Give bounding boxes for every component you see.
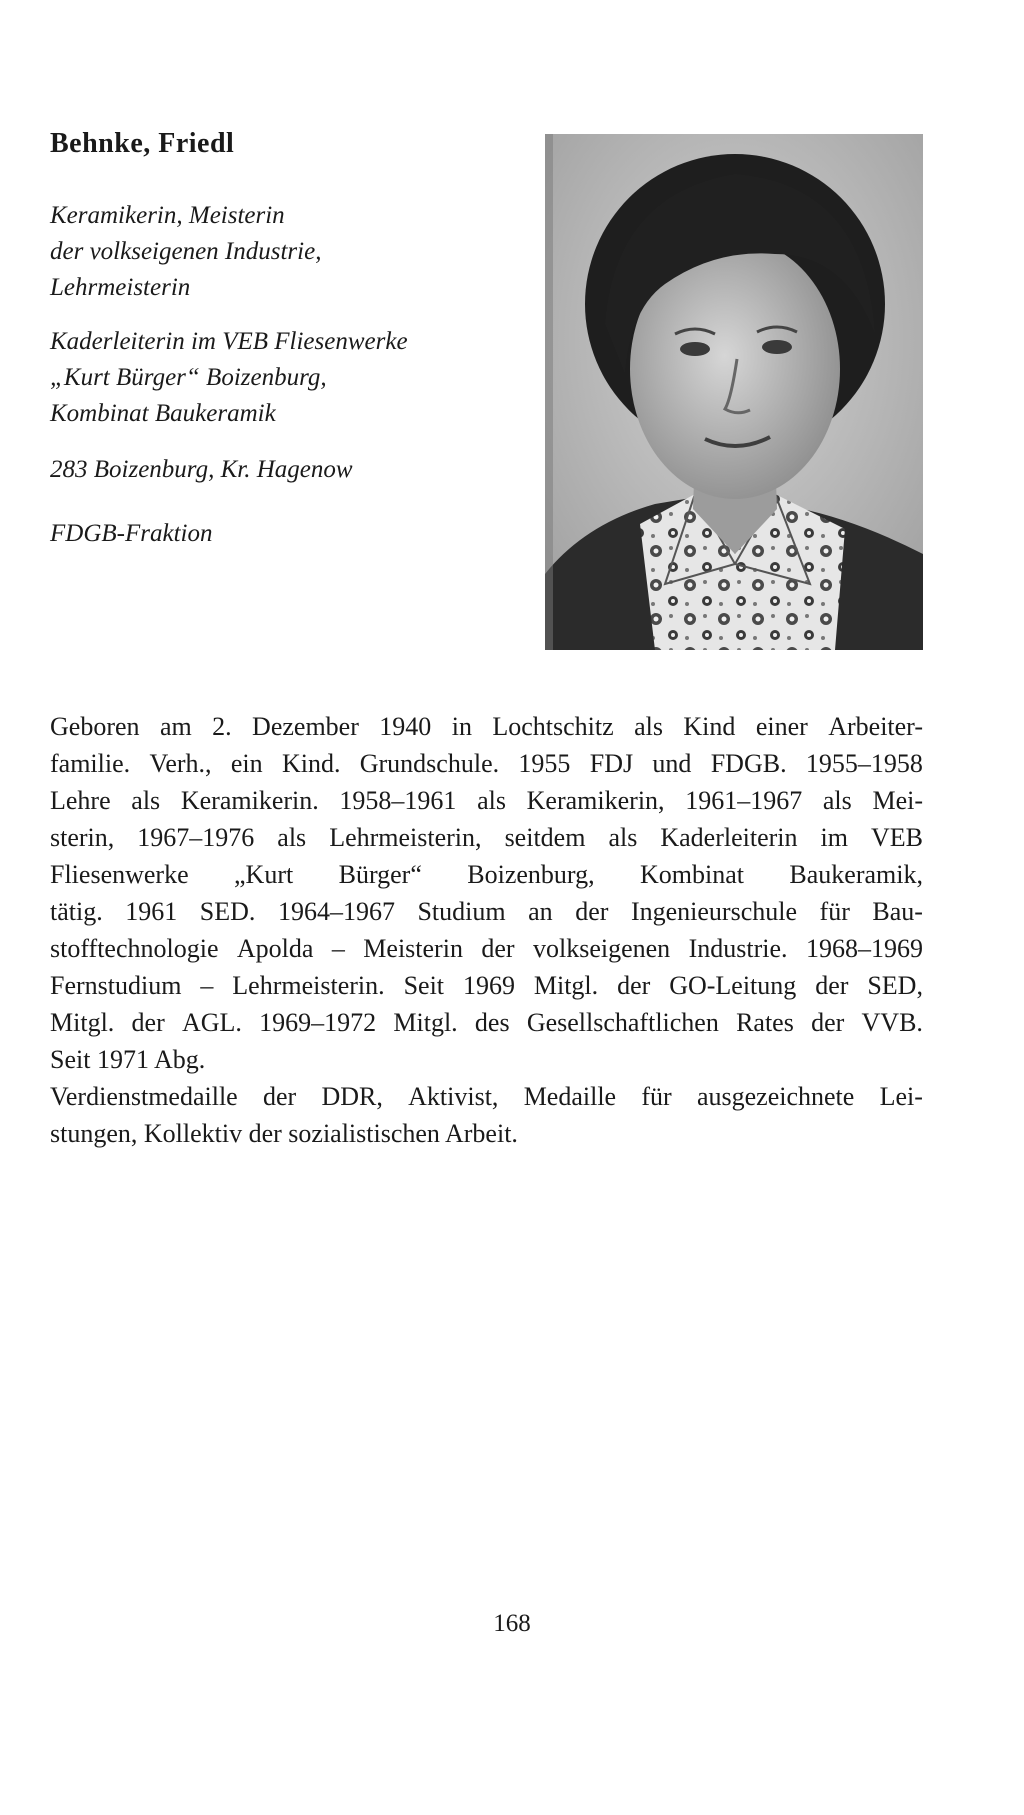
word: 1969–1972 — [259, 1008, 377, 1037]
word: Rates — [736, 1008, 794, 1037]
word: Apolda — [236, 934, 314, 963]
biography-text — [50, 708, 923, 1152]
word: als — [822, 786, 852, 815]
word: Bürger“ — [338, 860, 422, 889]
word: Dezember — [252, 712, 359, 741]
word: Grundschule. — [359, 749, 500, 778]
word: SED, — [867, 971, 923, 1000]
word: – — [331, 934, 345, 963]
word: Kind. — [281, 749, 341, 778]
word: im — [820, 823, 848, 852]
word: 1969 — [462, 971, 515, 1000]
word: Arbeiter- — [828, 712, 923, 741]
word: der — [131, 1008, 165, 1037]
word: familie. — [50, 749, 131, 778]
word: der — [481, 934, 515, 963]
word: Ingenieurschule — [630, 897, 797, 926]
word: Verh., — [149, 749, 212, 778]
word: an — [528, 897, 553, 926]
word: am — [159, 712, 192, 741]
word: 1961–1967 — [685, 786, 803, 815]
word: Mitgl. — [533, 971, 599, 1000]
biography-line: Seit 1971 Abg. — [50, 1045, 206, 1074]
word: „Kurt — [234, 860, 294, 889]
word: Lehrmeisterin, — [329, 823, 482, 852]
word: seitdem — [504, 823, 586, 852]
word: VEB — [871, 823, 923, 852]
workplace-line: Kaderleiterin im VEB Fliesenwerke — [50, 328, 408, 355]
word: Baukeramik, — [789, 860, 923, 889]
word: der — [617, 971, 651, 1000]
word: Mitgl. — [50, 1008, 115, 1037]
word: Medaille — [523, 1082, 617, 1111]
word: der — [811, 1008, 845, 1037]
profession-line: der volkseigenen Industrie, — [50, 238, 322, 265]
word: GO-Leitung — [669, 971, 797, 1000]
word: stofftechnologie — [50, 934, 219, 963]
word: für — [641, 1082, 672, 1111]
word: einer — [755, 712, 808, 741]
biography-line — [50, 745, 923, 782]
word: 1955–1958 — [805, 749, 923, 778]
biography-line — [50, 708, 923, 745]
word: Keramikerin, — [526, 786, 665, 815]
word: Lehre — [50, 786, 111, 815]
biography-line — [50, 893, 923, 930]
word: Mei- — [872, 786, 923, 815]
address-text: 283 Boizenburg, Kr. Hagenow — [50, 456, 353, 483]
word: Lehrmeisterin. — [232, 971, 385, 1000]
page-number: 168 — [493, 1610, 531, 1637]
word: VVB. — [861, 1008, 923, 1037]
word: ein — [230, 749, 263, 778]
word: 1958–1961 — [339, 786, 457, 815]
word: Seit — [403, 971, 445, 1000]
fraction-text: FDGB-Fraktion — [50, 520, 213, 547]
word: des — [474, 1008, 510, 1037]
profession-block — [50, 198, 530, 306]
word: als — [477, 786, 506, 815]
word: 1955 — [518, 749, 571, 778]
biography-line — [50, 856, 923, 893]
word: Kind — [683, 712, 736, 741]
word: Lochtschitz — [492, 712, 614, 741]
word: Fernstudium — [50, 971, 182, 1000]
honors-line: stungen, Kollektiv der sozialistischen Arbeit. — [50, 1119, 518, 1148]
word: 1961 — [125, 897, 178, 926]
word: der — [262, 1082, 297, 1111]
word: 1967–1976 — [137, 823, 255, 852]
honors-line — [50, 1078, 923, 1115]
word: SED. — [199, 897, 256, 926]
word: Industrie. — [688, 934, 788, 963]
address — [50, 452, 530, 488]
person-name: Behnke, Friedl — [50, 128, 235, 159]
word: Lei- — [879, 1082, 923, 1111]
profession-line: Lehrmeisterin — [50, 274, 191, 301]
biography-line — [50, 782, 923, 819]
word: Fliesenwerke — [50, 860, 189, 889]
word: tätig. — [50, 897, 103, 926]
word: Studium — [417, 897, 506, 926]
profession-line: Keramikerin, Meisterin — [50, 202, 285, 229]
word: Aktivist, — [408, 1082, 499, 1111]
word: FDJ — [589, 749, 634, 778]
biography-line — [50, 819, 923, 856]
word: – — [200, 971, 214, 1000]
word: Keramikerin. — [180, 786, 319, 815]
word: sterin, — [50, 823, 115, 852]
word: Kaderleiterin — [660, 823, 798, 852]
word: und — [652, 749, 692, 778]
word: 2. — [212, 712, 232, 741]
word: der — [575, 897, 609, 926]
word: Geboren — [50, 712, 140, 741]
word: FDGB. — [710, 749, 787, 778]
word: volkseigenen — [533, 934, 671, 963]
workplace-line: Kombinat Baukeramik — [50, 400, 276, 427]
word: Gesellschaftlichen — [526, 1008, 719, 1037]
biography-line — [50, 1004, 923, 1041]
word: in — [451, 712, 472, 741]
biography-line — [50, 967, 923, 1004]
word: ausgezeichnete — [696, 1082, 855, 1111]
word: als — [634, 712, 663, 741]
word: der — [815, 971, 849, 1000]
word: 1964–1967 — [277, 897, 395, 926]
word: AGL. — [181, 1008, 242, 1037]
word: Meisterin — [363, 934, 463, 963]
parliamentary-fraction — [50, 516, 530, 552]
workplace-line: „Kurt Bürger“ Boizenburg, — [50, 364, 327, 391]
word: als — [131, 786, 161, 815]
portrait-illustration — [545, 134, 923, 650]
biography-line — [50, 930, 923, 967]
word: Boizenburg, — [467, 860, 595, 889]
word: 1968–1969 — [805, 934, 923, 963]
word: Verdienstmedaille — [50, 1082, 238, 1111]
word: Kombinat — [640, 860, 745, 889]
word: Mitgl. — [393, 1008, 458, 1037]
word: Bau- — [872, 897, 923, 926]
word: für — [819, 897, 850, 926]
word: als — [608, 823, 638, 852]
portrait-photo — [545, 134, 923, 650]
word: als — [277, 823, 307, 852]
word: 1940 — [379, 712, 432, 741]
workplace-block — [50, 324, 530, 432]
word: DDR, — [321, 1082, 383, 1111]
